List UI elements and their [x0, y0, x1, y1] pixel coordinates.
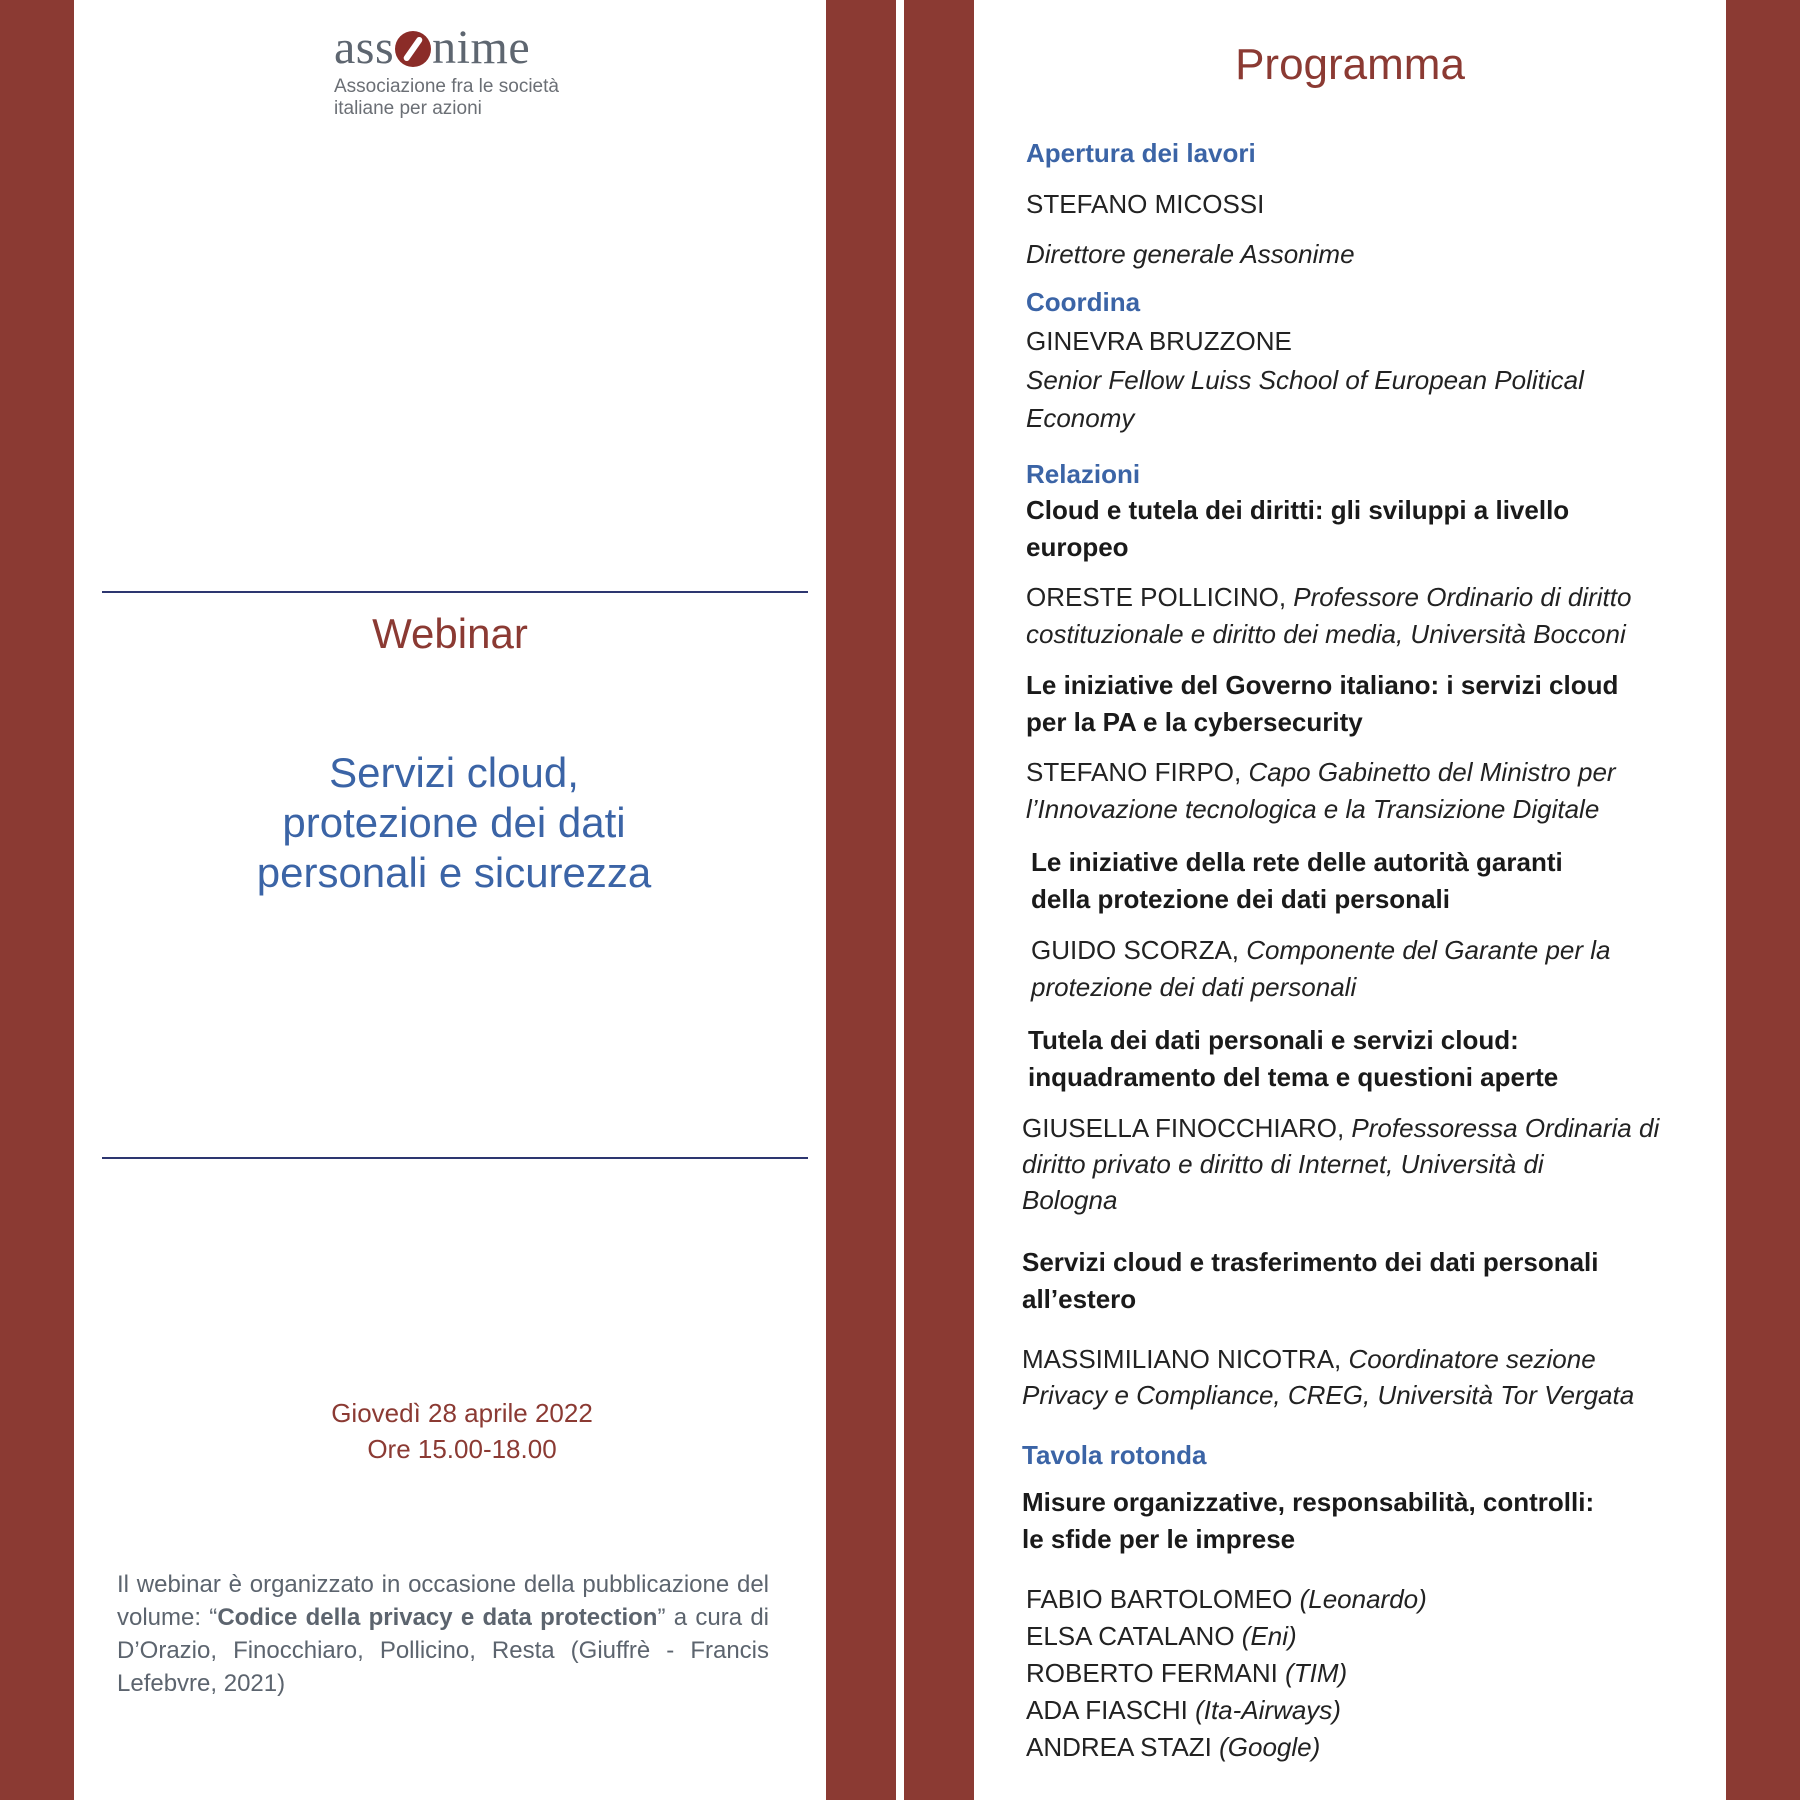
event-time: Ore 15.00-18.00: [367, 1434, 557, 1464]
speaker-role: l’Innovazione tecnologica e la Transizione Digitale: [1026, 794, 1600, 824]
assonime-logo: [334, 22, 634, 120]
panelist-name: ROBERTO FERMANI: [1026, 1658, 1278, 1688]
book-note: [117, 1568, 769, 1700]
panelist: [1026, 1729, 1320, 1765]
left-border-band: [0, 0, 74, 1800]
speaker-name: STEFANO FIRPO: [1026, 757, 1235, 787]
panelist: [1026, 1655, 1347, 1691]
center-right-band: [900, 0, 974, 1800]
panelist-org: (TIM): [1285, 1658, 1348, 1688]
event-title-line: Servizi cloud,: [329, 749, 579, 796]
section-label-relazioni: Relazioni: [1026, 459, 1141, 489]
section-label-apertura: Apertura dei lavori: [1026, 138, 1256, 168]
speaker-role: Professoressa Ordinaria di: [1351, 1113, 1660, 1143]
book-note-text: Il webinar è organizzato in occasione della pubblicazione del volume: “: [117, 1571, 769, 1631]
talk-speaker: GIUSELLA FINOCCHIARO, Professoressa Ordinaria di: [1022, 1113, 1660, 1143]
panelist-org: (Google): [1219, 1732, 1321, 1762]
speaker-role: Direttore generale Assonime: [1026, 239, 1355, 269]
talk-speaker: MASSIMILIANO NICOTRA, Coordinatore sezione: [1022, 1344, 1596, 1374]
event-title: [154, 748, 754, 898]
event-date: Giovedì 28 aprile 2022: [331, 1398, 593, 1428]
speaker-name: GINEVRA BRUZZONE: [1026, 326, 1292, 356]
speaker-role: Senior Fellow Luiss School of European Political: [1026, 365, 1584, 395]
section-label-tavola: Tavola rotonda: [1022, 1440, 1207, 1470]
book-title: Codice della privacy e data protection: [217, 1604, 658, 1631]
right-border-band: [1726, 0, 1800, 1800]
fold-line: [896, 0, 904, 1800]
logo-tagline-line: Associazione fra le società: [334, 76, 559, 97]
book-note-text: ” a cura di D’Orazio, Finocchiaro, Pollicino, Resta (Giuffrè - Francis Lefebvre, 2021): [117, 1604, 769, 1697]
talk-title: Le iniziative della rete delle autorità garanti: [1031, 847, 1563, 877]
talk-title: Le iniziative del Governo italiano: i servizi cloud: [1026, 670, 1619, 700]
roundtable-title: le sfide per le imprese: [1022, 1524, 1296, 1554]
logo-tagline-line: italiane per azioni: [334, 98, 482, 119]
speaker-role: Coordinatore sezione: [1348, 1344, 1596, 1374]
talk-title: della protezione dei dati personali: [1031, 884, 1450, 914]
speaker-name: ORESTE POLLICINO: [1026, 582, 1279, 612]
speaker-role: Professore Ordinario di diritto: [1293, 582, 1632, 612]
speaker-name: GIUSELLA FINOCCHIARO: [1022, 1113, 1337, 1143]
talk-title: all’estero: [1022, 1284, 1137, 1314]
panelist-name: FABIO BARTOLOMEO: [1026, 1584, 1293, 1614]
event-datetime: [234, 1395, 690, 1467]
speaker-name: STEFANO MICOSSI: [1026, 189, 1265, 219]
talk-speaker: ORESTE POLLICINO, Professore Ordinario di diritto: [1026, 582, 1632, 612]
panelist: [1026, 1581, 1427, 1617]
event-title-line: personali e sicurezza: [256, 849, 652, 896]
speaker-role: Economy: [1026, 403, 1135, 433]
logo-word-right: nime: [432, 21, 531, 74]
roundtable-title: Misure organizzative, responsabilità, controlli:: [1022, 1487, 1595, 1517]
speaker-role: Capo Gabinetto del Ministro per: [1248, 757, 1616, 787]
panelist: [1026, 1692, 1341, 1728]
divider-bottom: [102, 1157, 808, 1159]
event-type: Webinar: [372, 610, 528, 657]
panelist-org: (Leonardo): [1299, 1584, 1427, 1614]
speaker-role: Componente del Garante per la: [1246, 935, 1611, 965]
panelist-org: (Eni): [1241, 1621, 1297, 1651]
speaker-name: MASSIMILIANO NICOTRA: [1022, 1344, 1335, 1374]
talk-title: europeo: [1026, 532, 1129, 562]
program-panel: [974, 0, 1726, 1800]
speaker-name: GUIDO SCORZA: [1031, 935, 1232, 965]
panelist: [1026, 1618, 1297, 1654]
talk-speaker: STEFANO FIRPO, Capo Gabinetto del Ministro per: [1026, 757, 1616, 787]
speaker-role: diritto privato e diritto di Internet, Università di: [1022, 1149, 1544, 1179]
panelist-org: (Ita-Airways): [1195, 1695, 1341, 1725]
speaker-role: protezione dei dati personali: [1031, 972, 1357, 1002]
section-label-coordina: Coordina: [1026, 287, 1141, 317]
talk-speaker: GUIDO SCORZA, Componente del Garante per la: [1031, 935, 1611, 965]
logo-o-mark-icon: [395, 31, 431, 67]
talk-title: Tutela dei dati personali e servizi cloud:: [1028, 1025, 1519, 1055]
speaker-role: Privacy e Compliance, CREG, Università Tor Vergata: [1022, 1380, 1635, 1410]
center-left-band: [826, 0, 900, 1800]
speaker-role: costituzionale e diritto dei media, Università Bocconi: [1026, 619, 1626, 649]
panelist-name: ADA FIASCHI: [1026, 1695, 1188, 1725]
panelist-name: ANDREA STAZI: [1026, 1732, 1212, 1762]
logo-word-left: ass: [334, 21, 395, 74]
event-title-line: protezione dei dati: [282, 799, 626, 846]
talk-title: inquadramento del tema e questioni aperte: [1028, 1062, 1559, 1092]
logo-wordmark: [334, 22, 634, 74]
talk-title: per la PA e la cybersecurity: [1026, 707, 1363, 737]
cover-panel: [74, 0, 826, 1800]
talk-title: Cloud e tutela dei diritti: gli sviluppi a livello: [1026, 495, 1570, 525]
panelist-name: ELSA CATALANO: [1026, 1621, 1235, 1651]
speaker-role: Bologna: [1022, 1185, 1118, 1215]
divider-top: [102, 591, 808, 593]
logo-tagline: [334, 76, 634, 120]
program-heading: Programma: [1235, 40, 1465, 89]
talk-title: Servizi cloud e trasferimento dei dati personali: [1022, 1247, 1599, 1277]
